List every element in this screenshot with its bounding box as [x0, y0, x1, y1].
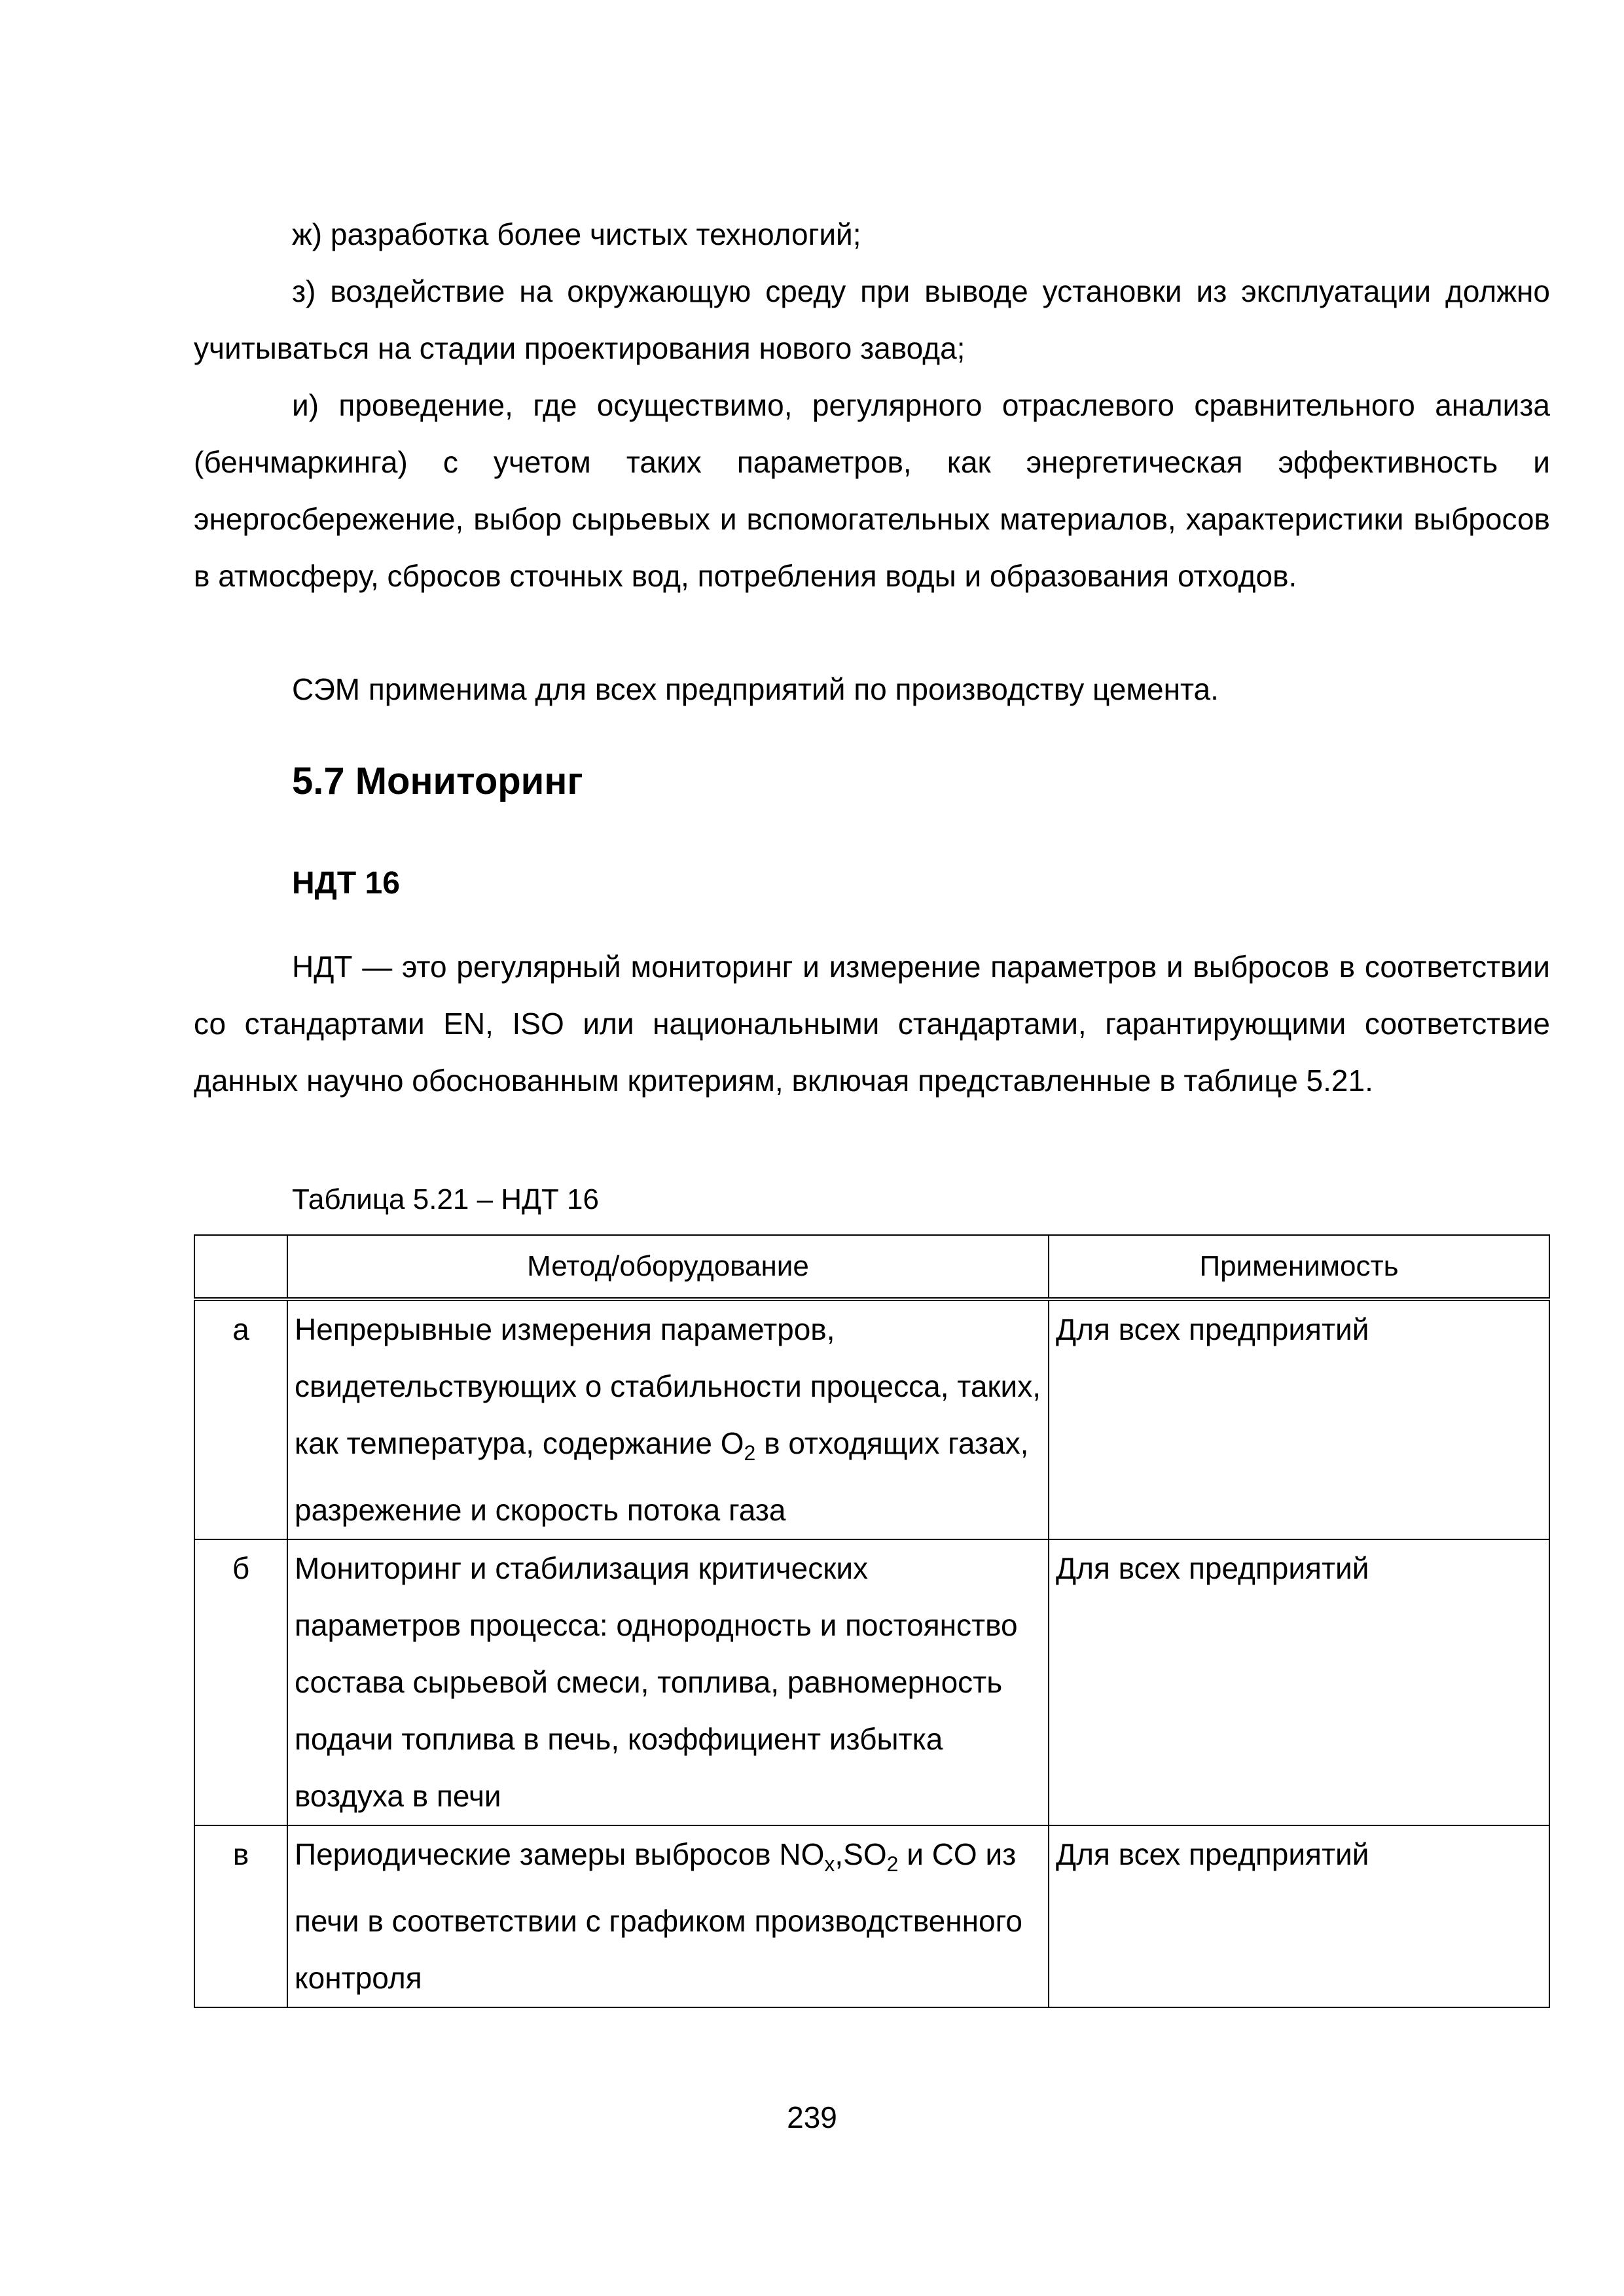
row-applicability: Для всех предприятий: [1049, 1539, 1549, 1825]
row-letter: в: [194, 1825, 287, 2007]
row-applicability: Для всех предприятий: [1049, 1825, 1549, 2007]
page-number: 239: [787, 2100, 837, 2134]
bat-table: [194, 1234, 1550, 2008]
section-heading: 5.7 Мониторинг: [292, 760, 583, 802]
list-item-zh: ж) разработка более чистых технологий;: [292, 217, 861, 251]
row-letter: б: [194, 1539, 287, 1825]
row-applicability: Для всех предприятий: [1049, 1299, 1549, 1539]
table-row: [194, 1299, 1549, 1539]
header-method: Метод/оборудование: [287, 1235, 1049, 1299]
table-header-row: [194, 1235, 1549, 1299]
row-method: Периодические замеры выбросов $NO_x,SO_2$ и CO из печи в соответствии с графиком производственного контроля: [287, 1825, 1049, 2007]
list-item-z: з) воздействие на окружающую среду при выводе установки из эксплуатации должно учитываться на стадии проектирования нового завода;: [194, 274, 1550, 365]
list-item-i: и) проведение, где осуществимо, регулярного отраслевого сравнительного анализа (бенчмаркинга) с учетом таких параметров, как энергетическая эффективность и энергосбережение, выбор сырьевых и вспомогательных материалов, характеристики выбросов в атмосферу, сбросов сточных вод, потребления воды и образования отходов.: [194, 388, 1550, 593]
header-index: [194, 1235, 287, 1299]
table-row: [194, 1825, 1549, 2007]
table-row: [194, 1539, 1549, 1825]
sem-applicability-paragraph: СЭМ применима для всех предприятий по производству цемента.: [292, 672, 1219, 706]
table-caption: Таблица 5.21 – НДТ 16: [292, 1183, 599, 1215]
intro-paragraph: НДТ — это регулярный мониторинг и измерение параметров и выбросов в соответствии со стандартами EN, ISO или национальными стандартами, гарантирующими соответствие данных научно обоснованным критериям, включая представленные в таблице 5.21.: [194, 950, 1550, 1098]
row-method: Непрерывные измерения параметров, свидетельствующих о стабильности процесса, таких, как температура, содержание $O_2$ в отходящих газах, разрежение и скорость потока газа: [287, 1299, 1049, 1539]
row-method: Мониторинг и стабилизация критических параметров процесса: однородность и постоянство состава сырьевой смеси, топлива, равномерность подачи топлива в печь, коэффициент избытка воздуха в печи: [287, 1539, 1049, 1825]
row-letter: а: [194, 1299, 287, 1539]
bat-subheading: НДТ 16: [292, 866, 400, 901]
header-applicability: Применимость: [1049, 1235, 1549, 1299]
